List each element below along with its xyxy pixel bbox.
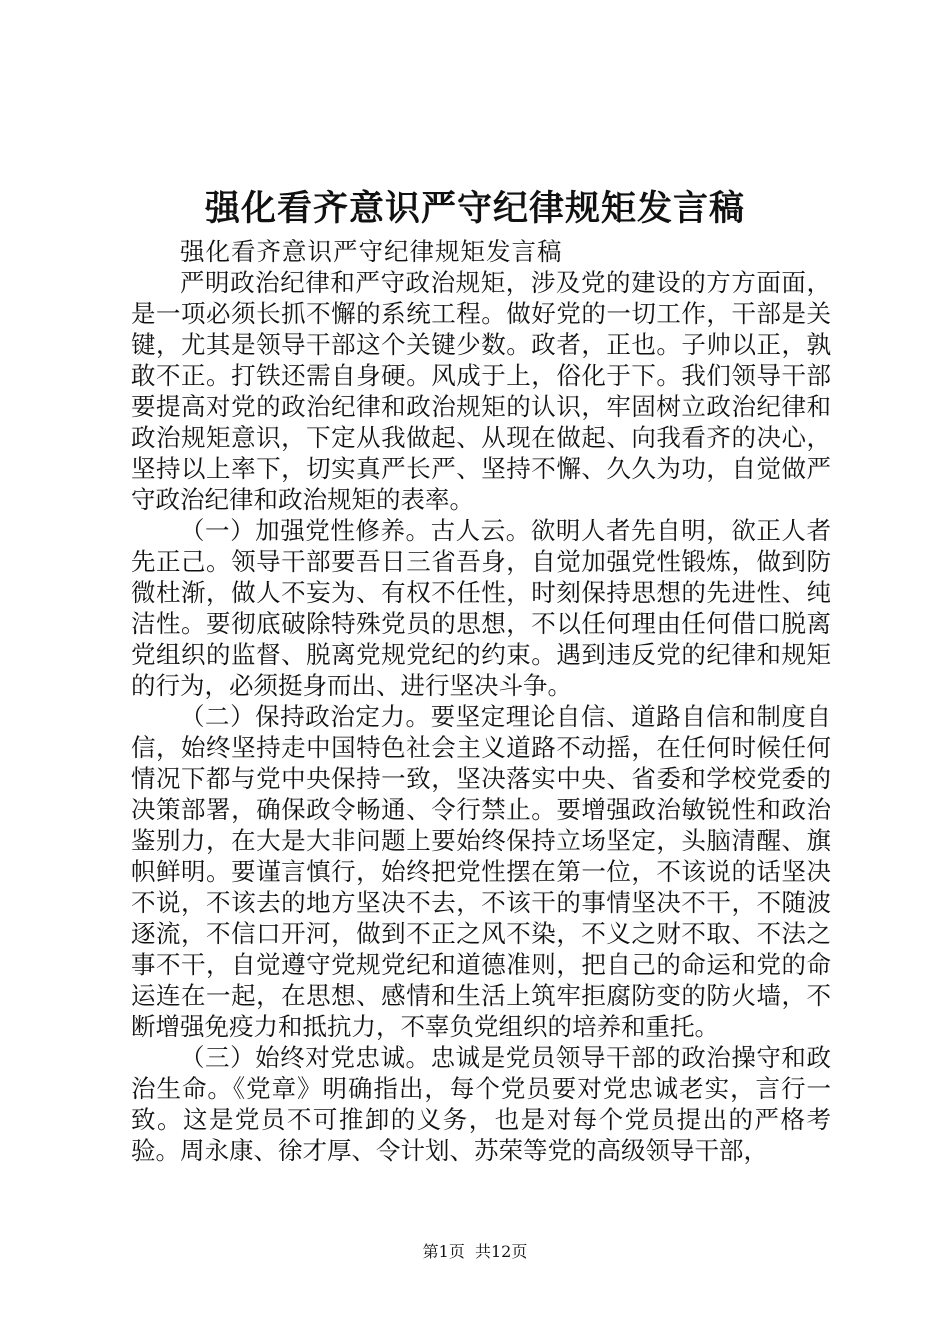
paragraph-section-2: （二）保持政治定力。要坚定理论自信、道路自信和制度自信，始终坚持走中国特色社会主义道路不动摇，在任何时候任何情况下都与党中央保持一致，坚决落实中央、省委和学校党委的决策部署，确保政令畅通、令行禁止。要增强政治敏锐性和政治鉴别力，在大是大非问题上要始终保持立场坚定，头脑清醒、旗帜鲜明。要谨言慎行，始终把党性摆在第一位，不该说的话坚决不说，不该去的地方坚决不去，不该干的事情坚决不干，不随波逐流，不信口开河，做到不正之风不染，不义之财不取、不法之事不干，自觉遵守党规党纪和道德准则，把自己的命运和党的命运连在一起，在思想、感情和生活上筑牢拒腐防变的防火墙，不断增强免疫力和抵抗力，不辜负党组织的培养和重托。 [131,702,831,1041]
document-title: 强化看齐意识严守纪律规矩发言稿 [204,188,745,229]
paragraph-intro: 严明政治纪律和严守政治规矩，涉及党的建设的方方面面，是一项必须长抓不懈的系统工程。做好党的一切工作，干部是关键，尤其是领导干部这个关键少数。政者，正也。子帅以正，孰敢不正。打铁还需自身硬。风成于上，俗化于下。我们领导干部要提高对党的政治纪律和政治规矩的认识，牢固树立政治纪律和政治规矩意识，下定从我做起、从现在做起、向我看齐的决心，坚持以上率下，切实真严长严、坚持不懈、久久为功，自觉做严守政治纪律和政治规矩的表率。 [131,268,831,514]
page-number: 第1页 共12页 [422,1242,528,1261]
document-subtitle: 强化看齐意识严守纪律规矩发言稿 [180,237,563,266]
paragraph-section-1: （一）加强党性修养。古人云。欲明人者先自明，欲正人者先正己。领导干部要吾日三省吾身，自觉加强党性锻炼，做到防微杜渐，做人不妄为、有权不任性，时刻保持思想的先进性、纯洁性。要彻底破除特殊党员的思想，不以任何理由任何借口脱离党组织的监督、脱离党规党纪的约束。遇到违反党的纪律和规矩的行为，必须挺身而出、进行坚决斗争。 [131,516,831,700]
document-body [131,236,831,1166]
page-footer [0,1240,950,1264]
paragraph-section-3: （三）始终对党忠诚。忠诚是党员领导干部的政治操守和政治生命。《党章》明确指出，每个党员要对党忠诚老实，言行一致。这是党员不可推卸的义务，也是对每个党员提出的严格考验。周永康、徐才厚、令计划、苏荣等党的高级领导干部， [131,1043,831,1165]
